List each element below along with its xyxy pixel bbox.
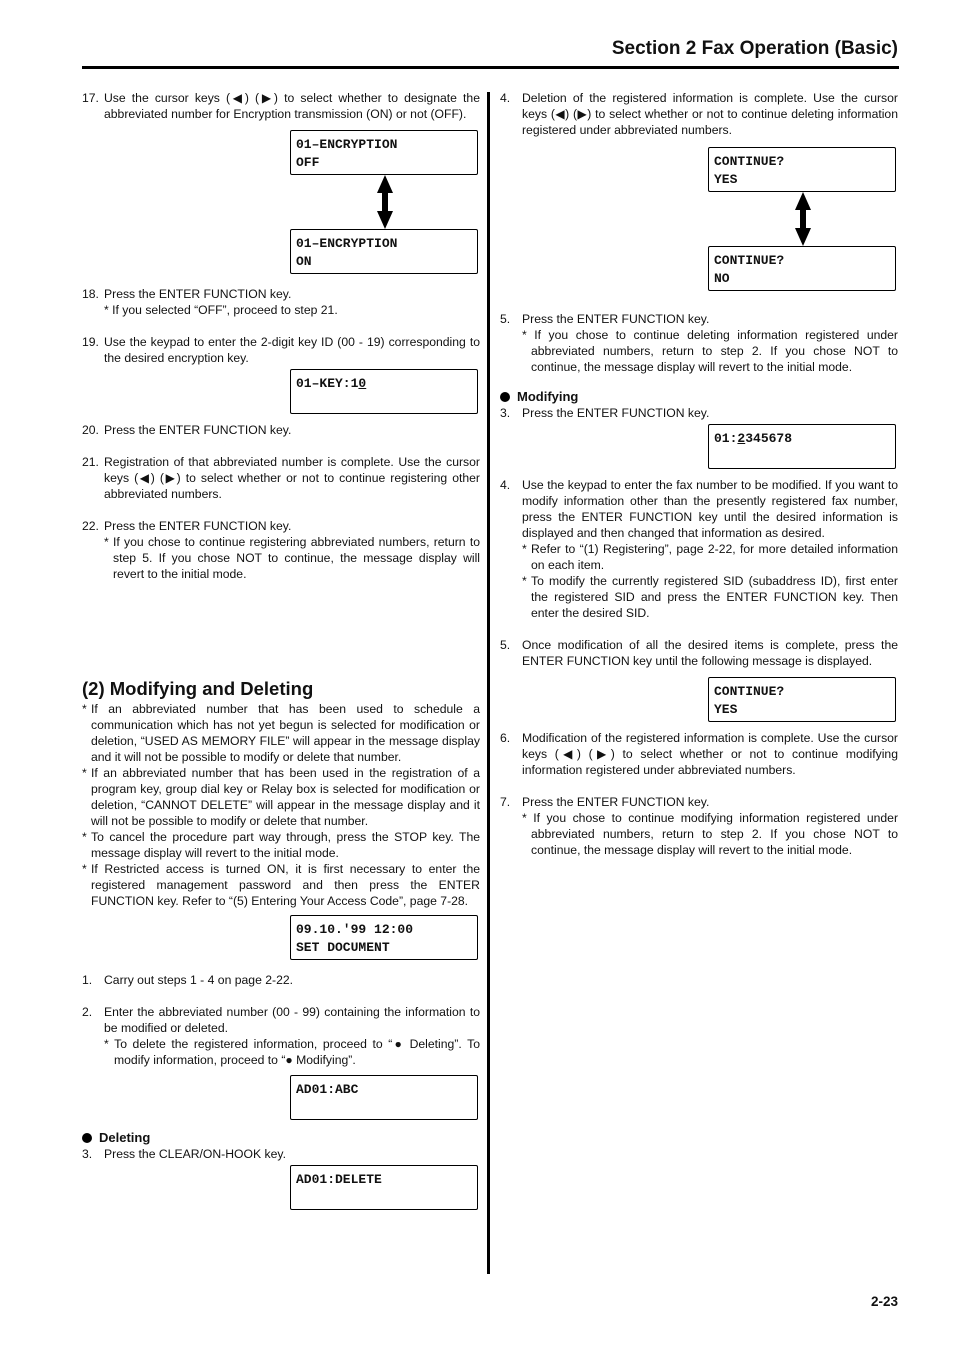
lcd-delete [290,1165,478,1210]
step-number: 22. [82,519,99,533]
step-3-modify [500,405,898,421]
lcd-line: ON [296,254,312,269]
step-number: 4. [500,91,511,105]
lcd-rest: 345678 [745,431,793,446]
lcd-cursor: 0 [358,376,367,391]
lcd-line: NO [714,271,730,286]
page-number: 2-23 [870,1294,898,1309]
step-number: 20. [82,423,99,437]
note-item: * Refer to “(1) Registering”, page 2-22, for more detailed information on each item. [522,542,898,572]
step-number: 1. [82,973,93,987]
lcd-prefix: 01: [714,431,738,446]
lcd-cursor: 2 [737,431,746,446]
step-text: Enter the abbreviated number (00 - 99) containing the information to be modified or deleted. [104,1005,480,1035]
step-number: 18. [82,287,99,301]
step-note: * If you chose to continue deleting information registered under abbreviated numbers, return to step 2. If you chose NOT to continue, the message display will revert to the initial mode. [522,328,898,374]
bullet-icon [500,392,510,402]
lcd-line: YES [714,702,738,717]
column-divider [487,92,490,1274]
lcd-line: 01–ENCRYPTION [296,137,398,152]
note-item: * If Restricted access is turned ON, it is first necessary to enter the registered management password and then press the ENTER FUNCTION key. Refer to “(5) Entering Your Access Code”, page 7-28. [82,862,480,908]
note-item: * If an abbreviated number that has been used to schedule a communication which has not yet begun is selected for modification or deletion, “USED AS MEMORY FILE” will appear in the message display and it will not be possible to modify or delete that number. [82,702,480,764]
step-17 [82,90,480,122]
lcd-encryption-off [290,130,478,175]
step-number: 6. [500,731,511,745]
step-1 [82,972,480,988]
step-text: Use the keypad to enter the fax number to be modified. If you want to modify information other than the presently registered fax number, press the ENTER FUNCTION key until the desired information is displayed and then changed that information as desired. [522,478,898,540]
step-note: * If you chose to continue modifying information registered under abbreviated numbers, return to step 2. If you chose NOT to continue, the message display will revert to the initial mode. [522,811,898,857]
header-rule [82,66,899,69]
step-note: * If you selected “OFF”, proceed to step 21. [104,303,338,317]
step-text: Once modification of all the desired items is complete, press the ENTER FUNCTION key until the following message is displayed. [522,638,898,668]
note-item: * To cancel the procedure part way through, press the STOP key. The message display will revert to the initial mode. [82,830,480,860]
lcd-line: CONTINUE? [714,253,785,268]
step-19 [82,334,480,366]
lcd-ad01 [290,1075,478,1120]
lcd-line: CONTINUE? [714,154,785,169]
lcd-line: YES [714,172,738,187]
step-number: 4. [500,478,511,492]
deleting-heading: Deleting [82,1130,480,1146]
step-3 [82,1146,480,1162]
step-5-delete [500,311,898,375]
lcd-encryption-on [290,229,478,274]
step-text: Use the keypad to enter the 2-digit key ID (00 - 19) corresponding to the desired encryption key. [104,335,480,365]
step-text: Press the ENTER FUNCTION key. [104,423,292,437]
step-text: Press the ENTER FUNCTION key. [522,406,710,420]
lcd-date-display [290,915,478,960]
step-text: Press the CLEAR/ON-HOOK key. [104,1147,286,1161]
lcd-key-prefix: 01–KEY:1 [296,376,359,391]
step-text: Press the ENTER FUNCTION key. [104,519,292,533]
right-column [500,90,898,858]
lcd-line: CONTINUE? [714,684,785,699]
step-text: Registration of that abbreviated number is complete. Use the cursor keys (◀) (▶) to select whether or not to continue registering other abbreviated numbers. [104,455,480,501]
step-5-modify [500,637,898,669]
step-22 [82,518,480,582]
step-21 [82,454,480,502]
toggle-arrow-icon [708,192,898,246]
step-text: Carry out steps 1 - 4 on page 2-22. [104,973,294,987]
step-text: Modification of the registered information is complete. Use the cursor keys (◀) (▶) to select whether or not to continue modifying information registered under abbreviated numbers. [522,731,898,777]
section-heading: (2) Modifying and Deleting [82,678,314,699]
step-6 [500,730,898,778]
lcd-line: 09.10.'99 12:00 [296,922,414,937]
step-number: 5. [500,312,511,326]
step-18 [82,286,480,318]
lcd-line: 01–ENCRYPTION [296,236,398,251]
step-4-delete [500,90,898,138]
lcd-continue-no [708,246,896,291]
note-item: * If an abbreviated number that has been used in the registration of a program key, group dial key or Relay box is selected for modification or deletion, “CANNOT DELETE” will appear in the message display and it will not be possible to modify or delete that number. [82,766,480,828]
step-20 [82,422,480,438]
note-item: * To modify the currently registered SID (subaddress ID), first enter the registered SID and press the ENTER FUNCTION key. Then enter the desired SID. [522,574,898,620]
lcd-line: OFF [296,155,320,170]
step-number: 3. [82,1147,93,1161]
lcd-line: AD01:ABC [296,1082,359,1097]
step-text: Press the ENTER FUNCTION key. [522,795,710,809]
toggle-arrow-icon [290,175,480,229]
step-4-modify [500,477,898,621]
lcd-fax-number [708,424,896,469]
step-text: Press the ENTER FUNCTION key. [104,287,292,301]
step-number: 19. [82,335,99,349]
section-header: Section 2 Fax Operation (Basic) [611,38,898,59]
step-number: 2. [82,1005,93,1019]
lcd-line: AD01:DELETE [296,1172,382,1187]
step-text: Deletion of the registered information is complete. Use the cursor keys (◀) (▶) to select whether or not to continue deleting information registered under abbreviated numbers. [522,91,898,137]
lcd-line: SET DOCUMENT [296,940,390,955]
lcd-continue-yes [708,147,896,192]
step-note: * To delete the registered information, proceed to “● Deleting”. To modify information, proceed to “● Modifying”. [104,1037,480,1067]
modifying-heading: Modifying [500,389,898,405]
step-number: 21. [82,455,99,469]
lcd-continue-yes-2 [708,677,896,722]
step-number: 3. [500,406,511,420]
step-text: Use the cursor keys (◀) (▶) to select whether to designate the abbreviated number for Encryption transmission (ON) or not (OFF). [104,91,480,121]
step-2 [82,1004,480,1068]
left-column [82,90,480,1210]
step-7 [500,794,898,858]
step-number: 17. [82,91,99,105]
step-note: * If you chose to continue registering abbreviated numbers, return to step 5. If you chose NOT to continue, the message display will revert to the initial mode. [104,535,480,581]
step-number: 7. [500,795,511,809]
step-text: Press the ENTER FUNCTION key. [522,312,710,326]
lcd-key-id [290,369,478,414]
bullet-icon [82,1133,92,1143]
step-number: 5. [500,638,511,652]
